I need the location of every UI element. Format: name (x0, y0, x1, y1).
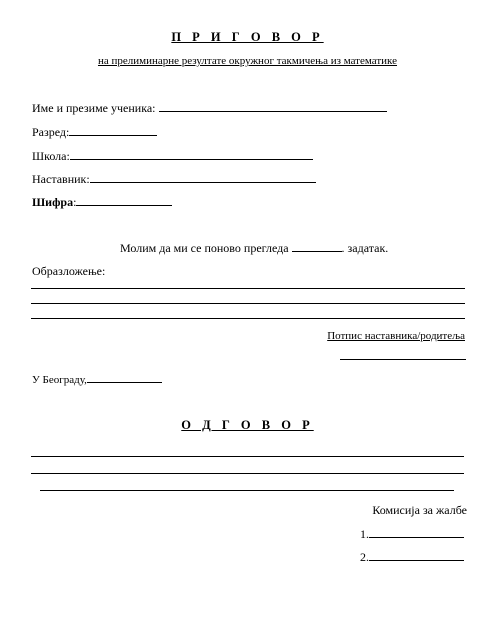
school-label: Школа: (32, 149, 70, 163)
student-name-row (32, 100, 387, 116)
explanation-line-2[interactable] (31, 303, 465, 304)
code-field[interactable] (76, 194, 172, 206)
teacher-label: Наставник: (32, 172, 90, 186)
code-row (32, 194, 172, 210)
answer-line-2[interactable] (31, 473, 464, 474)
grade-label: Разред: (32, 125, 70, 139)
task-number-field[interactable] (292, 240, 342, 252)
committee-member-2-row (360, 549, 464, 565)
committee-member-1-row (360, 526, 464, 542)
place-label: У Београду, (32, 374, 87, 386)
student-name-field[interactable] (159, 100, 387, 112)
explanation-line-1[interactable] (31, 288, 465, 289)
school-row (32, 148, 313, 164)
date-field[interactable] (87, 372, 162, 383)
student-name-label: Име и презиме ученика: (32, 101, 156, 115)
member-2-field[interactable] (369, 549, 464, 561)
answer-title: О Д Г О В О Р (181, 418, 314, 432)
request-text-end: . задатак. (341, 241, 389, 255)
explanation-line-3[interactable] (31, 318, 465, 319)
committee-label: Комисија за жалбе (372, 503, 467, 517)
code-colon: : (73, 195, 77, 209)
explanation-label: Образложење: (32, 264, 106, 278)
grade-row (32, 124, 157, 140)
form-subtitle: на прелиминарне резултате окружног такмичења из математике (97, 55, 398, 67)
teacher-field[interactable] (90, 171, 316, 183)
signature-label: Потпис наставника/родитеља (327, 330, 465, 342)
answer-line-1[interactable] (31, 456, 464, 457)
request-text: Молим да ми се поново прегледа (120, 241, 289, 255)
teacher-row (32, 171, 316, 187)
member-2-number: 2. (360, 550, 369, 564)
grade-field[interactable] (69, 124, 157, 136)
place-row (32, 372, 162, 386)
request-row (120, 240, 388, 256)
signature-line[interactable] (340, 359, 466, 360)
member-1-number: 1. (360, 527, 369, 541)
member-1-field[interactable] (369, 526, 464, 538)
answer-line-3[interactable] (40, 490, 454, 491)
school-field[interactable] (70, 148, 313, 160)
code-label: Шифра (32, 195, 74, 209)
form-title: П Р И Г О В О Р (171, 30, 324, 44)
